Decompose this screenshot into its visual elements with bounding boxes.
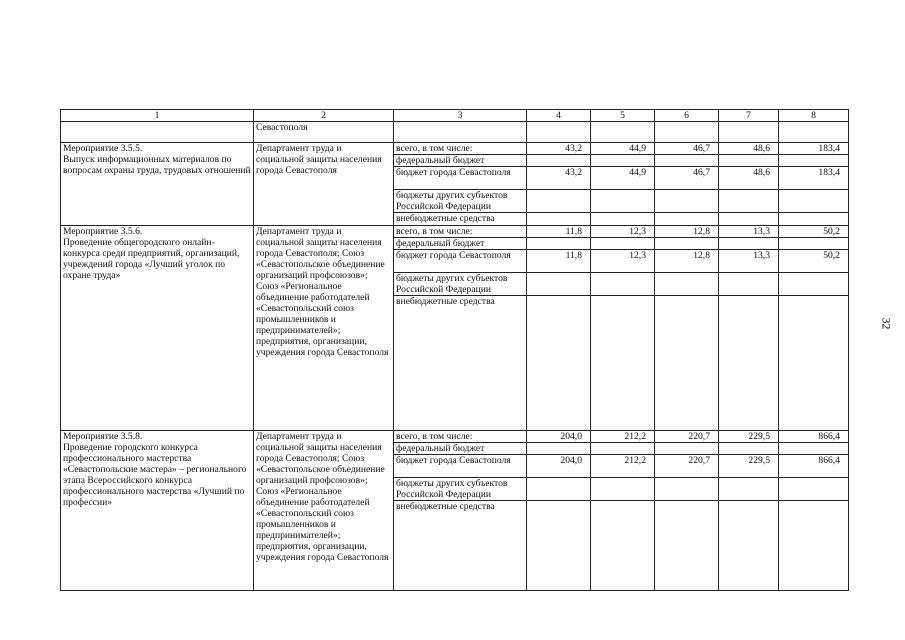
- cell: [591, 122, 655, 143]
- value-cell: [719, 501, 779, 591]
- source-label: бюджет города Севастополя: [394, 167, 527, 190]
- executor-cell: Департамент труда и социальной защиты населения города Севастополя; Союз «Севастопольское объединение организаций профсоюзов»; Союз «Региональное объединение работодателей «Севастопольский союз промышленников и предпринимателей»; предприятия, организации, учреждения города Севастополя: [254, 226, 394, 431]
- source-label: бюджет города Севастополя: [394, 455, 527, 478]
- value-cell: [591, 443, 655, 455]
- source-label: федеральный бюджет: [394, 238, 527, 250]
- value-cell: [655, 213, 719, 226]
- source-label: внебюджетные средства: [394, 296, 527, 431]
- value-cell: [719, 273, 779, 296]
- cell: [719, 122, 779, 143]
- source-label: внебюджетные средства: [394, 213, 527, 226]
- source-label: федеральный бюджет: [394, 155, 527, 167]
- source-label: бюджет города Севастополя: [394, 250, 527, 273]
- source-label: бюджеты других субъектов Российской Федерации: [394, 273, 527, 296]
- value-cell: 220,7: [655, 455, 719, 478]
- value-cell: 43,2: [527, 143, 591, 155]
- source-label: всего, в том числе:: [394, 431, 527, 443]
- value-cell: [719, 190, 779, 213]
- event-title: Мероприятие 3.5.5.: [63, 143, 143, 154]
- value-cell: [591, 238, 655, 250]
- value-cell: 11,8: [527, 226, 591, 238]
- value-cell: 50,2: [779, 226, 849, 238]
- value-cell: 12,8: [655, 226, 719, 238]
- value-cell: [591, 478, 655, 501]
- source-label: всего, в том числе:: [394, 226, 527, 238]
- value-cell: [655, 478, 719, 501]
- value-cell: [527, 501, 591, 591]
- event-title: Мероприятие 3.5.6.: [63, 226, 143, 237]
- value-cell: [779, 501, 849, 591]
- value-cell: [527, 155, 591, 167]
- value-cell: 44,9: [591, 167, 655, 190]
- executor-cell: Департамент труда и социальной защиты населения города Севастополя: [254, 143, 394, 226]
- funding-table: [60, 109, 849, 591]
- value-cell: [591, 296, 655, 431]
- value-cell: 12,8: [655, 250, 719, 273]
- value-cell: 204,0: [527, 431, 591, 443]
- value-cell: 43,2: [527, 167, 591, 190]
- value-cell: 183,4: [779, 167, 849, 190]
- value-cell: [591, 190, 655, 213]
- cell: [394, 122, 527, 143]
- cell: [527, 122, 591, 143]
- value-cell: 11,8: [527, 250, 591, 273]
- value-cell: [779, 238, 849, 250]
- value-cell: [779, 296, 849, 431]
- value-cell: 229,5: [719, 455, 779, 478]
- value-cell: [719, 155, 779, 167]
- value-cell: [719, 296, 779, 431]
- value-cell: [655, 443, 719, 455]
- value-cell: 46,7: [655, 167, 719, 190]
- value-cell: [655, 296, 719, 431]
- event-title: Мероприятие 3.5.8.: [63, 431, 143, 442]
- source-label: внебюджетные средства: [394, 501, 527, 591]
- value-cell: [527, 273, 591, 296]
- executor-continuation: Севастополя: [254, 122, 394, 143]
- value-cell: [779, 273, 849, 296]
- event-cell: [61, 226, 254, 431]
- executor-cell: Департамент труда и социальной защиты населения города Севастополя; Союз «Севастопольское объединение организаций профсоюзов»; Союз «Региональное объединение работодателей «Севастопольский союз промышленников и предпринимателей»; предприятия, организации, учреждения города Севастополя: [254, 431, 394, 591]
- value-cell: [719, 443, 779, 455]
- value-cell: [719, 213, 779, 226]
- value-cell: [527, 443, 591, 455]
- value-cell: [527, 296, 591, 431]
- event-description: Выпуск информационных материалов по вопросам охраны труда, трудовых отношений: [63, 154, 251, 176]
- value-cell: 212,2: [591, 455, 655, 478]
- value-cell: [591, 155, 655, 167]
- cell: [655, 122, 719, 143]
- page-number: 32: [879, 317, 894, 330]
- value-cell: [591, 273, 655, 296]
- header-cell: 1: [61, 110, 254, 122]
- cell: [61, 122, 254, 143]
- value-cell: [779, 478, 849, 501]
- source-label: бюджеты других субъектов Российской Федерации: [394, 478, 527, 501]
- value-cell: [779, 155, 849, 167]
- value-cell: [655, 190, 719, 213]
- value-cell: 229,5: [719, 431, 779, 443]
- value-cell: [527, 190, 591, 213]
- value-cell: 12,3: [591, 226, 655, 238]
- source-label: всего, в том числе:: [394, 143, 527, 155]
- source-label: федеральный бюджет: [394, 443, 527, 455]
- value-cell: 183,4: [779, 143, 849, 155]
- source-label: бюджеты других субъектов Российской Федерации: [394, 190, 527, 213]
- value-cell: 212,2: [591, 431, 655, 443]
- value-cell: [591, 213, 655, 226]
- cell: [779, 122, 849, 143]
- value-cell: [527, 238, 591, 250]
- value-cell: [719, 238, 779, 250]
- header-cell: 2: [254, 110, 394, 122]
- value-cell: 48,6: [719, 143, 779, 155]
- header-cell: 6: [655, 110, 719, 122]
- value-cell: [779, 443, 849, 455]
- value-cell: 220,7: [655, 431, 719, 443]
- fund-row: [61, 143, 849, 155]
- header-cell: 7: [719, 110, 779, 122]
- header-cell: 5: [591, 110, 655, 122]
- value-cell: [655, 501, 719, 591]
- value-cell: 13,3: [719, 250, 779, 273]
- value-cell: 866,4: [779, 431, 849, 443]
- value-cell: 50,2: [779, 250, 849, 273]
- header-cell: 3: [394, 110, 527, 122]
- header-cell: 4: [527, 110, 591, 122]
- value-cell: [655, 273, 719, 296]
- value-cell: 13,3: [719, 226, 779, 238]
- header-row: [61, 110, 849, 122]
- value-cell: [591, 501, 655, 591]
- fund-row: [61, 431, 849, 443]
- value-cell: [527, 213, 591, 226]
- value-cell: [779, 213, 849, 226]
- continuation-row: [61, 122, 849, 143]
- value-cell: [779, 190, 849, 213]
- fund-row: [61, 226, 849, 238]
- value-cell: 44,9: [591, 143, 655, 155]
- value-cell: 866,4: [779, 455, 849, 478]
- value-cell: [655, 155, 719, 167]
- value-cell: 204,0: [527, 455, 591, 478]
- event-cell: [61, 431, 254, 591]
- value-cell: 46,7: [655, 143, 719, 155]
- value-cell: [527, 478, 591, 501]
- header-cell: 8: [779, 110, 849, 122]
- event-description: Проведение общегородского онлайн-конкурса среди предприятий, организаций, учреждений города «Лучший уголок по охране труда»: [63, 237, 240, 281]
- value-cell: [655, 238, 719, 250]
- event-description: Проведение городского конкурса профессионального мастерства «Севастопольские мастера» – регионального этапа Всероссийского конкурса профессионального мастерства «Лучший по профессии»: [63, 442, 247, 508]
- value-cell: [719, 478, 779, 501]
- value-cell: 48,6: [719, 167, 779, 190]
- value-cell: 12,3: [591, 250, 655, 273]
- event-cell: [61, 143, 254, 226]
